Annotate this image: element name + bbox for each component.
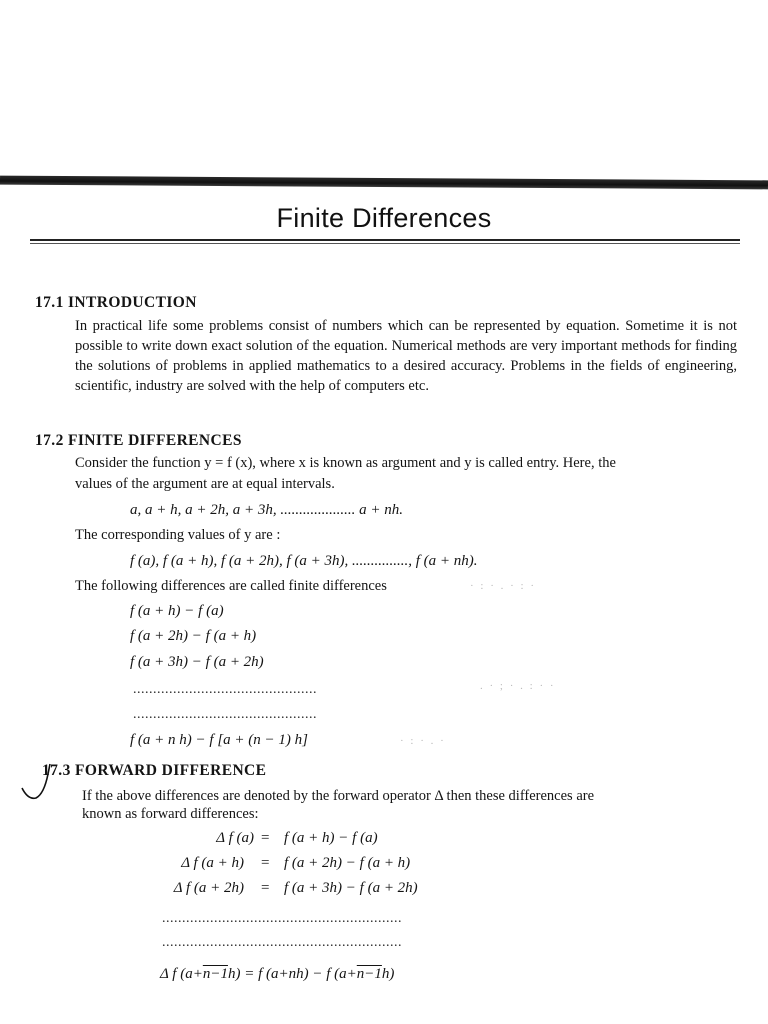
forward-ellipsis-row-2: ............................................................ xyxy=(162,935,402,950)
section-heading-finite-differences: 17.2 FINITE DIFFERENCES xyxy=(35,432,242,449)
intro-line-2: values of the argument are at equal intervals. xyxy=(75,476,335,492)
corresponding-values-text: The corresponding values of y are : xyxy=(75,527,281,543)
equation-lhs: Δ f (a + 2h) xyxy=(173,880,244,896)
final-overline-2: n−1 xyxy=(356,966,382,982)
final-end: h) xyxy=(381,966,395,982)
function-values: f (a), f (a + h), f (a + 2h), f (a + 3h), ..............., f (a + nh). xyxy=(130,553,478,569)
title-rule xyxy=(30,239,740,241)
final-overline-1: n−1 xyxy=(202,966,228,982)
final-mid: h) = f (a+nh) − f (a+ xyxy=(227,966,357,982)
equation-rhs: f (a + h) − f (a) xyxy=(284,830,378,846)
difference-n: f (a + n h) − f [a + (n − 1) h] xyxy=(130,732,308,748)
section-heading-forward-difference: 17.3 FORWARD DIFFERENCE xyxy=(42,762,267,779)
intro-line-1: Consider the function y = f (x), where x is known as argument and y is called entry. Here, the xyxy=(75,455,616,471)
equation-lhs: Δ f (a) xyxy=(216,830,254,846)
argument-values: a, a + h, a + 2h, a + 3h, .................... a + nh. xyxy=(130,502,403,518)
chapter-title: Finite Differences xyxy=(276,203,492,233)
forward-line-2: known as forward differences: xyxy=(82,806,259,822)
final-lhs: Δ f (a+ xyxy=(160,966,203,982)
equation-rhs: f (a + 3h) − f (a + 2h) xyxy=(284,880,418,896)
bleed-through-noise: · : · . · : · xyxy=(470,580,537,592)
header-band xyxy=(0,176,768,190)
difference-3: f (a + 3h) − f (a + 2h) xyxy=(130,654,264,670)
ellipsis-row-2: .............................................. xyxy=(133,707,317,722)
ellipsis-row-1: .............................................. xyxy=(133,682,317,697)
introduction-paragraph: In practical life some problems consist of numbers which can be represented by equation. Sometime it is not possible to write down exact solution of the equation. Numerical methods are very important methods for finding the solutions of problems in applied mathematics to a desired accuracy. Problems in the fields of engineering, scientific, industry are solved with the help of computers etc. xyxy=(75,318,737,394)
equation-rhs: f (a + 2h) − f (a + h) xyxy=(284,855,411,871)
equation-sign: = xyxy=(261,880,270,896)
section-heading-introduction: 17.1 INTRODUCTION xyxy=(35,294,197,311)
following-differences-text: The following differences are called finite differences xyxy=(75,578,387,594)
difference-1: f (a + h) − f (a) xyxy=(130,603,224,619)
bleed-through-noise: . · ; · . : · · xyxy=(480,680,556,692)
equation-sign: = xyxy=(261,830,270,846)
forward-ellipsis-row-1: ............................................................ xyxy=(162,911,402,926)
bleed-through-noise: · : · . · xyxy=(400,735,446,747)
final-forward-difference xyxy=(160,966,394,983)
equation-sign: = xyxy=(261,855,270,871)
title-rule-thin xyxy=(30,243,740,244)
forward-line-1: If the above differences are denoted by the forward operator Δ then these differences are xyxy=(82,788,595,804)
difference-2: f (a + 2h) − f (a + h) xyxy=(130,628,257,644)
equation-lhs: Δ f (a + h) xyxy=(181,855,244,871)
